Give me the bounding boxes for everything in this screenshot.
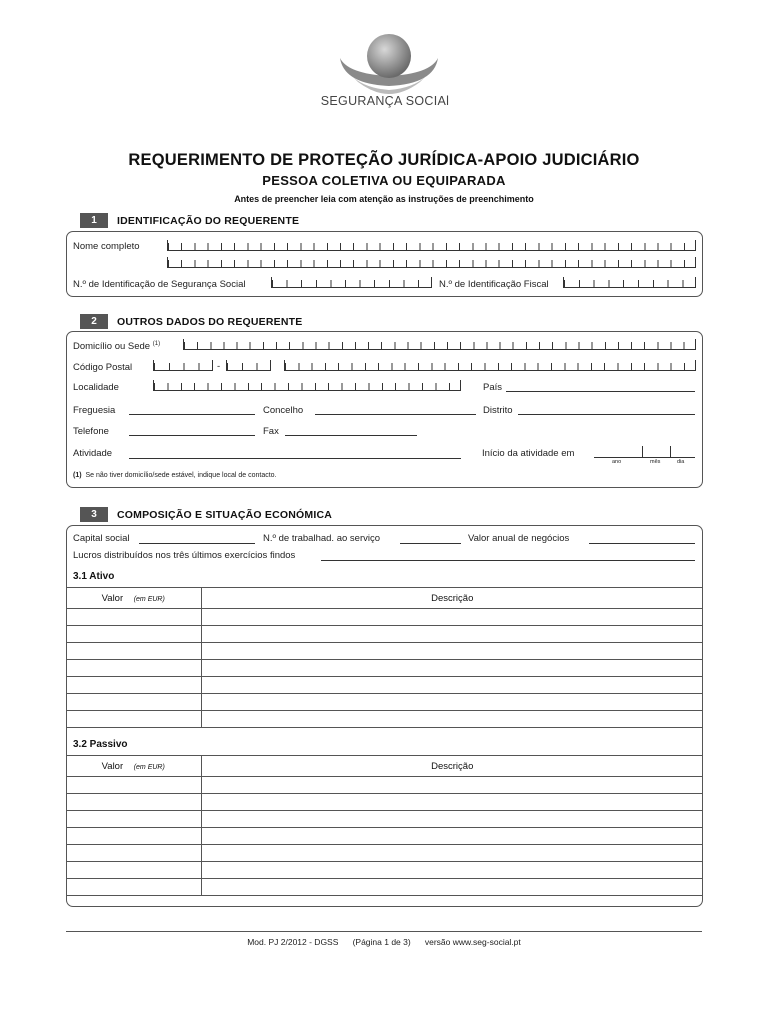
passivo-descricao-cell[interactable]	[201, 879, 703, 896]
ativo-descricao-cell[interactable]	[201, 660, 703, 677]
table-row	[66, 777, 703, 794]
ativo-descricao-cell[interactable]	[201, 626, 703, 643]
section-3-number: 3	[80, 507, 108, 522]
localidade-label: Localidade	[73, 382, 119, 393]
form-title: REQUERIMENTO DE PROTEÇÃO JURÍDICA-APOIO JUDICIÁRIO	[128, 151, 640, 169]
passivo-valor-cell[interactable]	[66, 794, 201, 811]
table-row	[66, 862, 703, 879]
section-2-footnote	[73, 472, 277, 479]
freguesia-input[interactable]	[129, 414, 255, 415]
atividade-input[interactable]	[129, 458, 461, 459]
table-row	[66, 845, 703, 862]
section-1-header	[80, 213, 299, 228]
passivo-descricao-cell[interactable]	[201, 828, 703, 845]
domicilio-input[interactable]	[183, 339, 696, 350]
table-row	[66, 609, 703, 626]
atividade-label: Atividade	[73, 448, 113, 459]
ativo-descricao-cell[interactable]	[201, 609, 703, 626]
pais-input[interactable]	[506, 391, 695, 392]
codigo-postal-part1-input[interactable]	[153, 360, 213, 371]
ativo-col-valor-text: Valor	[101, 592, 124, 604]
footer	[0, 937, 768, 947]
footer-version: versão www.seg-social.pt	[424, 937, 521, 947]
date-mes-label: mês	[650, 459, 661, 465]
passivo-descricao-cell[interactable]	[201, 811, 703, 828]
ativo-valor-cell[interactable]	[66, 677, 201, 694]
footer-divider	[66, 931, 702, 932]
codigo-postal-dash: -	[217, 361, 221, 372]
nome-completo-label: Nome completo	[73, 241, 140, 252]
table-row	[66, 879, 703, 896]
ativo-valor-cell[interactable]	[66, 626, 201, 643]
niss-label: N.º de Identificação de Segurança Social	[73, 279, 246, 290]
codigo-postal-designacao-input[interactable]	[284, 360, 696, 371]
footer-page: (Página 1 de 3)	[352, 937, 411, 947]
section-3-header	[80, 507, 332, 522]
concelho-label: Concelho	[263, 405, 304, 416]
passivo-valor-cell[interactable]	[66, 777, 201, 794]
passivo-col-valor	[66, 756, 201, 777]
codigo-postal-label: Código Postal	[73, 362, 133, 373]
ativo-col-valor	[66, 588, 201, 609]
passivo-descricao-cell[interactable]	[201, 862, 703, 879]
passivo-valor-cell[interactable]	[66, 811, 201, 828]
ativo-valor-cell[interactable]	[66, 660, 201, 677]
ativo-valor-cell[interactable]	[66, 643, 201, 660]
footnote-number: (1)	[73, 472, 82, 479]
section-2-header	[80, 314, 302, 329]
section-3-title: COMPOSIÇÃO E SITUAÇÃO ECONÓMICA	[117, 508, 333, 521]
table-row	[66, 794, 703, 811]
nome-completo-line2-input[interactable]	[167, 257, 696, 268]
trabalhadores-input[interactable]	[400, 543, 461, 544]
table-row	[66, 811, 703, 828]
trabalhadores-label: N.º de trabalhad. ao serviço	[263, 533, 381, 544]
table-row	[66, 677, 703, 694]
ativo-valor-cell[interactable]	[66, 609, 201, 626]
passivo-valor-cell[interactable]	[66, 862, 201, 879]
inicio-atividade-label: Início da atividade em	[482, 448, 575, 459]
ativo-col-unit: (em EUR)	[133, 595, 165, 603]
passivo-descricao-cell[interactable]	[201, 794, 703, 811]
section-1-title: IDENTIFICAÇÃO DO REQUERENTE	[117, 214, 300, 227]
date-dia-label: dia	[677, 459, 685, 465]
nome-completo-line1-input[interactable]	[167, 240, 696, 251]
passivo-col-unit: (em EUR)	[133, 763, 165, 771]
capital-social-label: Capital social	[73, 533, 130, 544]
ativo-valor-cell[interactable]	[66, 711, 201, 728]
ativo-descricao-cell[interactable]	[201, 677, 703, 694]
capital-social-input[interactable]	[139, 543, 255, 544]
pais-label: País	[483, 382, 503, 393]
codigo-postal-part2-input[interactable]	[226, 360, 271, 371]
table-row	[66, 694, 703, 711]
lucros-label: Lucros distribuídos nos três últimos exercícios findos	[73, 550, 296, 561]
ativo-col-descricao: Descrição	[201, 588, 703, 609]
ativo-descricao-cell[interactable]	[201, 643, 703, 660]
ativo-table	[66, 587, 703, 728]
localidade-input[interactable]	[153, 380, 461, 391]
table-row	[66, 711, 703, 728]
table-row	[66, 626, 703, 643]
passivo-valor-cell[interactable]	[66, 845, 201, 862]
ativo-valor-cell[interactable]	[66, 694, 201, 711]
valor-anual-label: Valor anual de negócios	[468, 533, 570, 544]
distrito-label: Distrito	[483, 405, 513, 416]
passivo-valor-cell[interactable]	[66, 828, 201, 845]
logo-text: SEGURANÇA SOCIAl	[320, 94, 450, 108]
ativo-descricao-cell[interactable]	[201, 694, 703, 711]
freguesia-label: Freguesia	[73, 405, 116, 416]
niss-input[interactable]	[271, 277, 432, 288]
passivo-descricao-cell[interactable]	[201, 845, 703, 862]
passivo-header-row	[66, 756, 703, 777]
passivo-valor-cell[interactable]	[66, 879, 201, 896]
date-divider-2	[670, 446, 671, 457]
ativo-descricao-cell[interactable]	[201, 711, 703, 728]
passivo-col-descricao: Descrição	[201, 756, 703, 777]
inicio-atividade-date-input[interactable]	[594, 447, 695, 458]
date-ano-label: ano	[612, 459, 622, 465]
domicilio-footnote-ref: (1)	[152, 341, 161, 347]
passivo-descricao-cell[interactable]	[201, 777, 703, 794]
passivo-col-valor-text: Valor	[101, 760, 124, 772]
lucros-input[interactable]	[321, 560, 695, 561]
passivo-table	[66, 755, 703, 896]
footer-model: Mod. PJ 2/2012 - DGSS	[247, 937, 339, 947]
table-row	[66, 828, 703, 845]
form-instruction: Antes de preencher leia com atenção as instruções de preenchimento	[234, 194, 534, 204]
ativo-title: 3.1 Ativo	[73, 571, 115, 582]
concelho-input[interactable]	[315, 414, 476, 415]
ativo-header-row	[66, 588, 703, 609]
telefone-label: Telefone	[73, 426, 109, 437]
fax-input[interactable]	[285, 435, 417, 436]
footnote-text: Se não tiver domicílio/sede estável, indique local de contacto.	[85, 472, 277, 479]
nif-input[interactable]	[563, 277, 696, 288]
section-2-number: 2	[80, 314, 108, 329]
table-row	[66, 643, 703, 660]
section-2-box	[66, 331, 703, 488]
section-1-number: 1	[80, 213, 108, 228]
valor-anual-input[interactable]	[589, 543, 695, 544]
nif-label: N.º de Identificação Fiscal	[439, 279, 549, 290]
domicilio-label	[73, 341, 160, 352]
distrito-input[interactable]	[518, 414, 695, 415]
passivo-title: 3.2 Passivo	[73, 739, 128, 750]
section-2-title: OUTROS DADOS DO REQUERENTE	[117, 315, 303, 328]
fax-label: Fax	[263, 426, 279, 437]
domicilio-text: Domicílio ou Sede	[73, 341, 151, 353]
table-row	[66, 660, 703, 677]
telefone-input[interactable]	[129, 435, 255, 436]
date-divider-1	[642, 446, 643, 457]
form-subtitle: PESSOA COLETIVA OU EQUIPARADA	[262, 173, 506, 188]
